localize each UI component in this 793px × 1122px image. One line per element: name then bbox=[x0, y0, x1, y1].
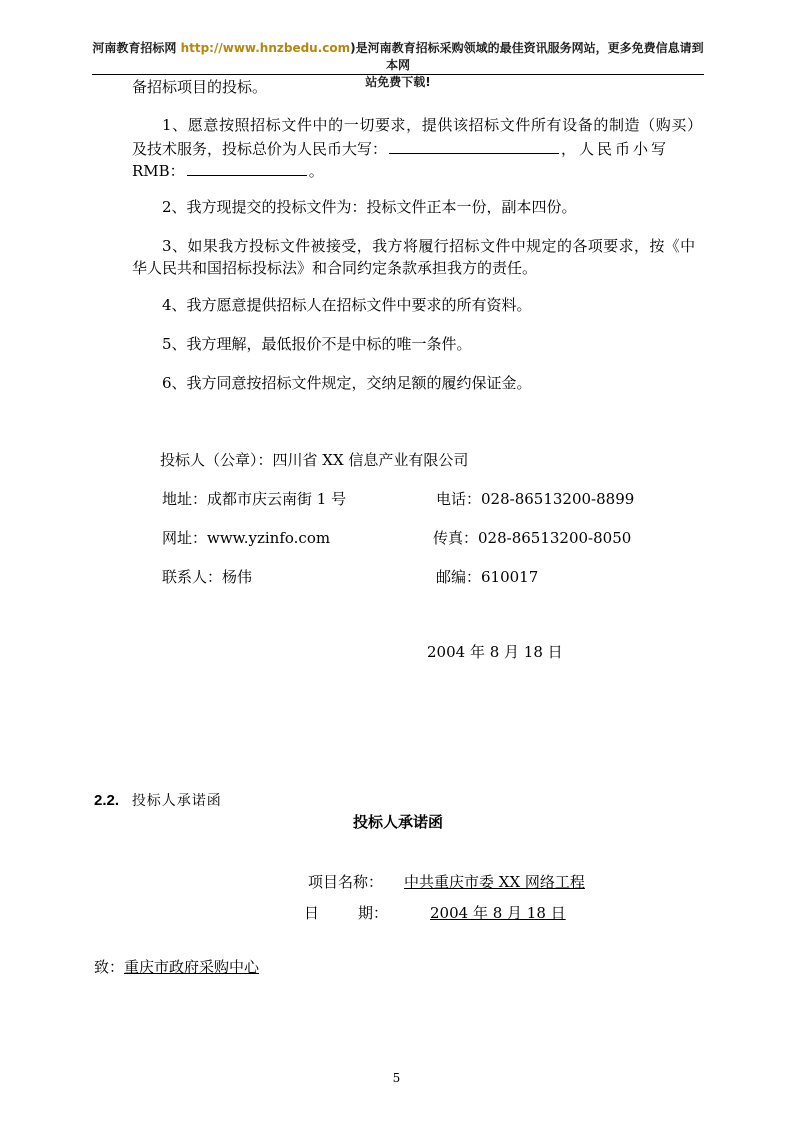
rmb-label: RMB： bbox=[132, 162, 185, 180]
header-divider bbox=[92, 74, 704, 75]
item-5: 5、我方理解，最低报价不是中标的唯一条件。 bbox=[162, 335, 472, 353]
item-1-text: 及技术服务，投标总价为人民币大写： bbox=[132, 140, 388, 158]
item-1-line-1: 1、愿意按照招标文件中的一切要求，提供该招标文件所有设备的制造（购买） bbox=[162, 116, 703, 134]
item-2: 2、我方现提交的投标文件为：投标文件正本一份，副本四份。 bbox=[162, 198, 577, 216]
header-site-name: 河南教育招标网 bbox=[92, 41, 177, 55]
item-6: 6、我方同意按招标文件规定，交纳足额的履约保证金。 bbox=[162, 374, 532, 392]
bidder-date: 2004 年 8 月 18 日 bbox=[427, 643, 563, 661]
section-title: 投标人承诺函 bbox=[131, 793, 222, 809]
addressee bbox=[94, 956, 259, 978]
item-1-text-2: ，人民币小写 bbox=[561, 140, 670, 158]
bidder-fax: 传真：028-86513200-8050 bbox=[433, 529, 632, 547]
bidder-address: 地址：成都市庆云南街 1 号 bbox=[162, 490, 347, 508]
item-1-line-3 bbox=[132, 159, 324, 182]
date-value bbox=[414, 902, 578, 924]
letter-title: 投标人承诺函 bbox=[352, 813, 443, 831]
project-value: 中共重庆市委 XX 网络工程 bbox=[404, 873, 585, 891]
bidder-website: 网址：www.yzinfo.com bbox=[162, 529, 331, 547]
item-3-line-1: 3、如果我方投标文件被接受，我方将履行招标文件中规定的各项要求，按《中 bbox=[162, 237, 696, 255]
project-label: 项目名称： bbox=[308, 873, 384, 891]
bidder-name: 投标人（公章）：四川省 XX 信息产业有限公司 bbox=[160, 451, 469, 469]
amount-figures-blank bbox=[187, 159, 307, 176]
item-3-line-2: 华人民共和国招标投标法》和合同约定条款承担我方的责任。 bbox=[132, 259, 538, 277]
bidder-phone: 电话：028-86513200-8899 bbox=[436, 490, 635, 508]
addressee-label: 致： bbox=[94, 958, 125, 976]
item-1-line-2 bbox=[132, 137, 669, 160]
header-url-link[interactable]: http://www.hnzbedu.com bbox=[180, 41, 351, 55]
bidder-postcode: 邮编：610017 bbox=[436, 568, 539, 586]
bidder-contact: 联系人：杨伟 bbox=[162, 568, 253, 586]
date-label-part-1: 日 bbox=[304, 904, 320, 922]
section-number: 2.2. bbox=[94, 792, 120, 809]
section-heading bbox=[94, 789, 222, 812]
header-line-1 bbox=[92, 40, 704, 74]
item-4: 4、我方愿意提供招标人在招标文件中要求的所有资料。 bbox=[162, 296, 532, 314]
item-1-end: 。 bbox=[308, 162, 324, 180]
amount-words-blank bbox=[389, 137, 559, 154]
date-value-text: 2004 年 8 月 18 日 bbox=[430, 904, 566, 922]
addressee-value: 重庆市政府采购中心 bbox=[124, 958, 260, 976]
header-line-2: 站免费下载! bbox=[365, 75, 431, 89]
date-label-part-2: 期： bbox=[358, 904, 389, 922]
page-number: 5 bbox=[392, 1071, 401, 1085]
header-tagline: )是河南教育招标采购领域的最佳资讯服务网站，更多免费信息请到本网 bbox=[350, 41, 704, 72]
paragraph-intro-end: 备招标项目的投标。 bbox=[132, 78, 268, 96]
